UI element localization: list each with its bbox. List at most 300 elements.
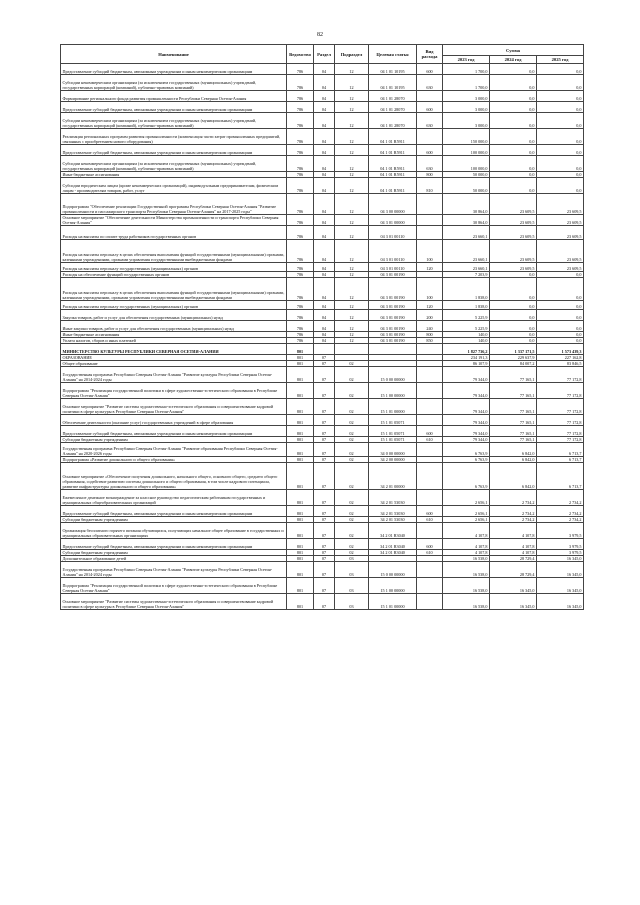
cell-razdel: 04 — [314, 129, 335, 145]
cell-vedomstvo: 801 — [287, 443, 314, 457]
cell-podrazdel: 02 — [335, 506, 369, 517]
cell-sum-2023: 79 344,0 — [443, 399, 490, 415]
cell-name: Предоставление субсидий бюджетным, автономным учреждениям и иным некоммерческим организациям — [61, 426, 287, 437]
cell-razdel: 04 — [314, 310, 335, 321]
cell-sum-2024: 0,0 — [490, 91, 537, 102]
cell-sum-2025: 0,0 — [537, 278, 584, 301]
header-year-2025: 2025 год — [537, 56, 584, 64]
cell-razdel: 07 — [314, 463, 335, 490]
budget-table — [60, 44, 584, 610]
cell-sum-2025: 23 609,5 — [537, 194, 584, 215]
cell-podrazdel: 03 — [335, 562, 369, 578]
cell-podrazdel: 12 — [335, 102, 369, 113]
cell-sum-2023: 140,0 — [443, 332, 490, 338]
cell-celevaya-statya: 04 1 01 R5911 — [369, 172, 417, 178]
cell-sum-2023: 23 660,1 — [443, 240, 490, 263]
cell-sum-2024: 229 637,9 — [490, 355, 537, 361]
cell-sum-2025: 0,0 — [537, 91, 584, 102]
cell-celevaya-statya: 04 3 01 00190 — [369, 301, 417, 310]
cell-vid-rashoda: 850 — [417, 338, 443, 344]
cell-sum-2025: 77 172,8 — [537, 399, 584, 415]
cell-podrazdel: 02 — [335, 415, 369, 426]
cell-sum-2025: 16 345,0 — [537, 594, 584, 610]
cell-podrazdel: 02 — [335, 367, 369, 383]
cell-sum-2024: 77 165,1 — [490, 399, 537, 415]
cell-sum-2025: 3 979,5 — [537, 550, 584, 556]
cell-sum-2024: 23 609,5 — [490, 194, 537, 215]
cell-vedomstvo: 786 — [287, 113, 314, 129]
cell-vedomstvo: 786 — [287, 64, 314, 75]
table-row — [61, 64, 584, 75]
cell-podrazdel: 12 — [335, 194, 369, 215]
table-row — [61, 594, 584, 610]
cell-celevaya-statya: 04 3 01 00110 — [369, 226, 417, 240]
cell-vid-rashoda — [417, 129, 443, 145]
cell-sum-2023: 150 000,0 — [443, 129, 490, 145]
cell-sum-2025: 77 172,8 — [537, 367, 584, 383]
cell-vedomstvo: 786 — [287, 156, 314, 172]
cell-name: Подпрограмма "Реализация государственной политики в сфере художественно-эстетического образования в Республике Северная Осетия-Алания" — [61, 578, 287, 594]
cell-sum-2023: 79 344,0 — [443, 367, 490, 383]
cell-name: МИНИСТЕРСТВО КУЛЬТУРЫ РЕСПУБЛИКИ СЕВЕРНАЯ ОСЕТИЯ-АЛАНИЯ — [61, 344, 287, 355]
cell-sum-2024: 23 609,5 — [490, 263, 537, 272]
cell-sum-2024: 77 165,1 — [490, 415, 537, 426]
cell-sum-2025: 0,0 — [537, 102, 584, 113]
cell-sum-2024: 2 734,2 — [490, 517, 537, 523]
cell-podrazdel: 02 — [335, 457, 369, 463]
cell-celevaya-statya: 04 1 01 R5911 — [369, 129, 417, 145]
cell-podrazdel: 12 — [335, 278, 369, 301]
cell-celevaya-statya: 15 1 01 05071 — [369, 437, 417, 443]
cell-celevaya-statya: 34 0 00 00000 — [369, 443, 417, 457]
header-razdel: Раздел — [314, 45, 335, 64]
cell-vid-rashoda — [417, 562, 443, 578]
cell-vid-rashoda: 630 — [417, 156, 443, 172]
cell-celevaya-statya: 34 2 01 R3040 — [369, 550, 417, 556]
cell-name: Расходы на обеспечение функций государственных органов — [61, 272, 287, 278]
cell-vedomstvo: 786 — [287, 263, 314, 272]
cell-vedomstvo: 786 — [287, 278, 314, 301]
cell-sum-2024: 0,0 — [490, 172, 537, 178]
header-vedomstvo: Ведомство — [287, 45, 314, 64]
cell-celevaya-statya: 04 1 01 R5911 — [369, 145, 417, 156]
cell-sum-2024: 2 734,2 — [490, 506, 537, 517]
cell-name: Государственная программа Республики Северная Осетия-Алания "Развитие культуры Республики Северная Осетия-Алания" на 2014-2024 годы — [61, 367, 287, 383]
cell-sum-2023: 2 656,1 — [443, 517, 490, 523]
cell-vedomstvo: 801 — [287, 415, 314, 426]
cell-sum-2023: 7 203,9 — [443, 272, 490, 278]
cell-sum-2025: 6 713,7 — [537, 463, 584, 490]
table-row — [61, 215, 584, 226]
cell-vedomstvo: 801 — [287, 344, 314, 355]
cell-sum-2023: 23 660,1 — [443, 226, 490, 240]
cell-celevaya-statya: 04 1 01 10195 — [369, 75, 417, 91]
cell-sum-2025: 0,0 — [537, 113, 584, 129]
cell-podrazdel: 12 — [335, 172, 369, 178]
cell-sum-2023: 1 827 736,2 — [443, 344, 490, 355]
table-row — [61, 301, 584, 310]
cell-podrazdel: 02 — [335, 463, 369, 490]
cell-sum-2023: 30 864,0 — [443, 215, 490, 226]
cell-vid-rashoda: 610 — [417, 517, 443, 523]
cell-razdel: 07 — [314, 437, 335, 443]
cell-sum-2024: 28 729,4 — [490, 556, 537, 562]
table-row — [61, 463, 584, 490]
cell-podrazdel: 12 — [335, 321, 369, 332]
cell-name: Уплата налогов, сборов и иных платежей — [61, 338, 287, 344]
cell-sum-2023: 1 700,0 — [443, 64, 490, 75]
cell-razdel: 07 — [314, 594, 335, 610]
cell-name: Реализация региональных программ развития промышленности (компенсация части затрат промышленных предприятий, связанных с приобретением нового оборудования) — [61, 129, 287, 145]
cell-sum-2023: 5 225,9 — [443, 321, 490, 332]
cell-razdel: 07 — [314, 556, 335, 562]
cell-name: Иные бюджетные ассигнования — [61, 332, 287, 338]
cell-sum-2023: 1 838,0 — [443, 278, 490, 301]
cell-razdel — [314, 344, 335, 355]
cell-podrazdel: 12 — [335, 215, 369, 226]
cell-celevaya-statya: 34 2 01 R3040 — [369, 539, 417, 550]
cell-vid-rashoda: 100 — [417, 240, 443, 263]
cell-razdel: 04 — [314, 172, 335, 178]
cell-celevaya-statya: 34 2 01 53030 — [369, 517, 417, 523]
cell-celevaya-statya: 15 0 00 00000 — [369, 367, 417, 383]
cell-vedomstvo: 786 — [287, 75, 314, 91]
table-row — [61, 194, 584, 215]
cell-vedomstvo: 786 — [287, 215, 314, 226]
cell-sum-2023: 16 538,0 — [443, 594, 490, 610]
table-row — [61, 578, 584, 594]
cell-sum-2023: 79 344,0 — [443, 426, 490, 437]
cell-name: Основное мероприятие "Обеспечение деятельности Министерства промышленности и транспорта Республики Северная Осетия-Алания" — [61, 215, 287, 226]
cell-vid-rashoda — [417, 194, 443, 215]
cell-vid-rashoda — [417, 415, 443, 426]
cell-name: Основное мероприятие «Обеспечение получения дошкольного, начального общего, основного общего, среднего общего образования, содействие развитию системы дошкольного и общего образования, в том числе кадрового потенциала, развитие инфраструктуры дошкольного и общего образования» — [61, 463, 287, 490]
cell-podrazdel: 12 — [335, 226, 369, 240]
cell-podrazdel: 02 — [335, 523, 369, 539]
cell-sum-2023: 50 000,0 — [443, 172, 490, 178]
cell-razdel: 07 — [314, 578, 335, 594]
cell-celevaya-statya: 04 3 01 00190 — [369, 332, 417, 338]
cell-podrazdel: 02 — [335, 437, 369, 443]
cell-vid-rashoda — [417, 367, 443, 383]
cell-vedomstvo: 786 — [287, 178, 314, 194]
table-row — [61, 75, 584, 91]
table-row — [61, 240, 584, 263]
cell-vid-rashoda — [417, 443, 443, 457]
cell-sum-2023: 16 538,0 — [443, 578, 490, 594]
cell-sum-2025: 6 713,7 — [537, 443, 584, 457]
header-year-2023: 2023 год — [443, 56, 490, 64]
cell-sum-2023: 2 656,1 — [443, 490, 490, 506]
cell-podrazdel: 02 — [335, 517, 369, 523]
cell-razdel: 04 — [314, 64, 335, 75]
cell-sum-2023: 100 000,0 — [443, 156, 490, 172]
cell-sum-2025: 83 846,5 — [537, 361, 584, 367]
cell-vid-rashoda: 630 — [417, 75, 443, 91]
cell-sum-2024: 4 107,8 — [490, 539, 537, 550]
cell-name: Обеспечение деятельности (оказание услуг) государственных учреждений в сфере образования — [61, 415, 287, 426]
cell-sum-2024: 0,0 — [490, 178, 537, 194]
cell-celevaya-statya: 04 1 01 R5911 — [369, 156, 417, 172]
table-row — [61, 156, 584, 172]
cell-sum-2023: 4 107,8 — [443, 523, 490, 539]
cell-sum-2024: 0,0 — [490, 278, 537, 301]
cell-vid-rashoda — [417, 399, 443, 415]
cell-sum-2024: 23 609,5 — [490, 215, 537, 226]
cell-vid-rashoda: 600 — [417, 64, 443, 75]
cell-name: Подпрограмма "Обеспечение реализации Государственной программы Республики Северная Осетия-Алания "Развитие промышленности и пассажирского транспорта Республики Северная Осетия-Алания" на 2017-2025 годы" — [61, 194, 287, 215]
cell-vedomstvo: 786 — [287, 310, 314, 321]
cell-sum-2025: 23 609,5 — [537, 263, 584, 272]
cell-sum-2025: 0,0 — [537, 156, 584, 172]
cell-vedomstvo: 801 — [287, 594, 314, 610]
cell-vid-rashoda: 800 — [417, 332, 443, 338]
cell-sum-2023: 30 864,0 — [443, 194, 490, 215]
cell-name: Расходы на выплаты персоналу государственных (муниципальных) органов — [61, 263, 287, 272]
cell-name: Государственная программа Республики Северная Осетия-Алания "Развитие культуры Республики Северная Осетия-Алания" на 2014-2024 годы — [61, 562, 287, 578]
cell-sum-2024: 4 107,8 — [490, 550, 537, 556]
cell-vid-rashoda — [417, 91, 443, 102]
cell-celevaya-statya: 04 3 01 00190 — [369, 272, 417, 278]
cell-vid-rashoda: 610 — [417, 437, 443, 443]
cell-vid-rashoda — [417, 226, 443, 240]
cell-vedomstvo: 801 — [287, 523, 314, 539]
cell-name: Предоставление субсидий бюджетным, автономным учреждениям и иным некоммерческим организациям — [61, 102, 287, 113]
cell-name: Субсидии бюджетным учреждениям — [61, 550, 287, 556]
table-row — [61, 415, 584, 426]
cell-vedomstvo: 801 — [287, 426, 314, 437]
cell-vid-rashoda — [417, 523, 443, 539]
cell-celevaya-statya: 04 1 01 28070 — [369, 113, 417, 129]
cell-sum-2025: 77 172,8 — [537, 415, 584, 426]
cell-vedomstvo: 786 — [287, 91, 314, 102]
cell-sum-2025: 16 345,0 — [537, 562, 584, 578]
cell-sum-2024: 16 345,0 — [490, 578, 537, 594]
table-row — [61, 399, 584, 415]
cell-sum-2023: 16 538,0 — [443, 562, 490, 578]
cell-vedomstvo: 801 — [287, 355, 314, 361]
table-row — [61, 562, 584, 578]
header-summa: Сумма — [443, 45, 584, 56]
cell-podrazdel: 03 — [335, 594, 369, 610]
cell-podrazdel: 12 — [335, 301, 369, 310]
cell-vedomstvo: 801 — [287, 361, 314, 367]
table-row — [61, 278, 584, 301]
cell-vid-rashoda: 600 — [417, 506, 443, 517]
cell-sum-2025: 0,0 — [537, 75, 584, 91]
table-row — [61, 178, 584, 194]
cell-vid-rashoda: 800 — [417, 172, 443, 178]
cell-vedomstvo: 801 — [287, 457, 314, 463]
cell-podrazdel: 12 — [335, 64, 369, 75]
cell-podrazdel: 12 — [335, 272, 369, 278]
cell-razdel: 07 — [314, 355, 335, 361]
table-row — [61, 383, 584, 399]
cell-name: Основное мероприятие "Развитие системы художественно-эстетического образования и совершенствование кадровой политики в сфере культуры в Республике Северная Осетия-Алания" — [61, 399, 287, 415]
cell-name: Субсидии некоммерческим организациям (за исключением государственных (муниципальных) учреждений, государственных корпораций (компаний), публично-правовых компаний) — [61, 75, 287, 91]
cell-sum-2024: 0,0 — [490, 145, 537, 156]
cell-vedomstvo: 801 — [287, 562, 314, 578]
table-row — [61, 490, 584, 506]
cell-razdel: 07 — [314, 539, 335, 550]
cell-podrazdel: 12 — [335, 129, 369, 145]
cell-razdel: 07 — [314, 523, 335, 539]
cell-celevaya-statya: 04 3 01 00000 — [369, 215, 417, 226]
cell-celevaya-statya: 15 1 01 05071 — [369, 426, 417, 437]
cell-podrazdel: 02 — [335, 550, 369, 556]
cell-sum-2024: 0,0 — [490, 64, 537, 75]
cell-sum-2025: 1 573 439,3 — [537, 344, 584, 355]
cell-vedomstvo: 786 — [287, 145, 314, 156]
cell-name: Иные закупки товаров, работ и услуг для обеспечения государственных (муниципальных) нужд — [61, 321, 287, 332]
cell-podrazdel: 12 — [335, 178, 369, 194]
cell-vid-rashoda: 810 — [417, 178, 443, 194]
cell-razdel: 07 — [314, 426, 335, 437]
cell-vid-rashoda — [417, 215, 443, 226]
cell-podrazdel: 02 — [335, 490, 369, 506]
cell-sum-2025: 23 609,5 — [537, 226, 584, 240]
cell-celevaya-statya: 34 2 01 00000 — [369, 463, 417, 490]
cell-sum-2025: 0,0 — [537, 272, 584, 278]
cell-name: Расходы на выплаты персоналу в целях обеспечения выполнения функций государственными (муниципальными) органами, казенными учреждениями, органами управления государственными внебюджетными фондами — [61, 240, 287, 263]
cell-name: Основное мероприятие "Развитие системы художественно-эстетического образования и совершенствование кадровой политики в сфере культуры в Республике Северная Осетия-Алания" — [61, 594, 287, 610]
cell-vid-rashoda: 600 — [417, 145, 443, 156]
cell-podrazdel: 12 — [335, 263, 369, 272]
cell-razdel: 07 — [314, 399, 335, 415]
table-body — [61, 64, 584, 610]
header-celevaya-statya: Целевая статья — [369, 45, 417, 64]
cell-sum-2025: 23 609,5 — [537, 240, 584, 263]
cell-vedomstvo: 786 — [287, 338, 314, 344]
cell-name: Расходы на выплаты по оплате труда работников государственных органов — [61, 226, 287, 240]
cell-name: ОБРАЗОВАНИЕ — [61, 355, 287, 361]
cell-celevaya-statya: 04 3 01 00190 — [369, 278, 417, 301]
cell-podrazdel: 02 — [335, 361, 369, 367]
header-name: Наименование — [61, 45, 287, 64]
cell-vid-rashoda — [417, 383, 443, 399]
cell-sum-2025: 0,0 — [537, 178, 584, 194]
cell-sum-2025: 16 345,0 — [537, 578, 584, 594]
cell-name: Подпрограмма "Реализация государственной политики в сфере художественно-эстетического образования в Республике Северная Осетия-Алания" — [61, 383, 287, 399]
cell-sum-2025: 0,0 — [537, 64, 584, 75]
cell-sum-2024: 28 729,4 — [490, 562, 537, 578]
cell-razdel: 04 — [314, 332, 335, 338]
cell-razdel: 04 — [314, 91, 335, 102]
table-row — [61, 367, 584, 383]
cell-sum-2025: 0,0 — [537, 129, 584, 145]
cell-razdel: 07 — [314, 550, 335, 556]
cell-celevaya-statya: 15 1 00 00000 — [369, 578, 417, 594]
page-number: 82 — [317, 32, 323, 38]
cell-celevaya-statya: 04 3 01 00190 — [369, 321, 417, 332]
cell-sum-2025: 0,0 — [537, 321, 584, 332]
cell-sum-2024: 77 165,1 — [490, 437, 537, 443]
cell-sum-2024: 0,0 — [490, 310, 537, 321]
cell-razdel: 07 — [314, 457, 335, 463]
cell-sum-2025: 0,0 — [537, 172, 584, 178]
cell-sum-2023: 6 763,9 — [443, 443, 490, 457]
cell-vedomstvo: 786 — [287, 226, 314, 240]
cell-sum-2023: 6 763,9 — [443, 463, 490, 490]
cell-vedomstvo: 801 — [287, 490, 314, 506]
cell-sum-2025: 2 734,2 — [537, 517, 584, 523]
cell-vedomstvo: 801 — [287, 463, 314, 490]
cell-celevaya-statya: 04 1 01 28070 — [369, 91, 417, 102]
table-row — [61, 523, 584, 539]
cell-podrazdel — [335, 344, 369, 355]
cell-celevaya-statya — [369, 344, 417, 355]
cell-sum-2024: 23 609,5 — [490, 240, 537, 263]
cell-sum-2024: 0,0 — [490, 129, 537, 145]
table-row — [61, 113, 584, 129]
cell-podrazdel: 02 — [335, 426, 369, 437]
cell-podrazdel: 03 — [335, 578, 369, 594]
cell-sum-2025: 3 979,5 — [537, 539, 584, 550]
cell-name: Предоставление субсидий бюджетным, автономным учреждениям и иным некоммерческим организациям — [61, 506, 287, 517]
cell-podrazdel: 02 — [335, 443, 369, 457]
cell-name: Субсидии некоммерческим организациям (за исключением государственных (муниципальных) учреждений, государственных корпораций (компаний), публично-правовых компаний) — [61, 156, 287, 172]
cell-celevaya-statya: 04 3 01 00110 — [369, 240, 417, 263]
cell-razdel: 04 — [314, 178, 335, 194]
cell-sum-2025: 0,0 — [537, 338, 584, 344]
cell-razdel: 07 — [314, 562, 335, 578]
cell-celevaya-statya: 04 1 01 10195 — [369, 64, 417, 75]
table-row — [61, 539, 584, 550]
cell-razdel: 07 — [314, 383, 335, 399]
cell-podrazdel: 02 — [335, 399, 369, 415]
cell-sum-2025: 6 713,7 — [537, 457, 584, 463]
cell-podrazdel: 12 — [335, 338, 369, 344]
cell-razdel: 04 — [314, 215, 335, 226]
cell-name: Субсидии бюджетным учреждениям — [61, 517, 287, 523]
cell-podrazdel: 12 — [335, 113, 369, 129]
cell-sum-2023: 234 191,3 — [443, 355, 490, 361]
cell-vedomstvo: 801 — [287, 399, 314, 415]
cell-name: Предоставление субсидий бюджетным, автономным учреждениям и иным некоммерческим организациям — [61, 145, 287, 156]
cell-vid-rashoda: 120 — [417, 263, 443, 272]
cell-podrazdel: 02 — [335, 383, 369, 399]
header-podrazdel: Подраздел — [335, 45, 369, 64]
cell-razdel: 07 — [314, 490, 335, 506]
cell-sum-2024: 6 842,0 — [490, 463, 537, 490]
cell-vid-rashoda: 200 — [417, 310, 443, 321]
cell-vedomstvo: 786 — [287, 240, 314, 263]
cell-vid-rashoda: 240 — [417, 321, 443, 332]
cell-razdel: 04 — [314, 75, 335, 91]
cell-vid-rashoda — [417, 578, 443, 594]
cell-vedomstvo: 801 — [287, 550, 314, 556]
cell-razdel: 04 — [314, 113, 335, 129]
cell-vedomstvo: 786 — [287, 129, 314, 145]
cell-sum-2024: 84 007,2 — [490, 361, 537, 367]
cell-sum-2024: 0,0 — [490, 301, 537, 310]
cell-vedomstvo: 801 — [287, 367, 314, 383]
table-row — [61, 344, 584, 355]
cell-sum-2023: 3 000,0 — [443, 91, 490, 102]
cell-razdel: 07 — [314, 517, 335, 523]
table-row — [61, 443, 584, 457]
cell-sum-2024: 16 345,0 — [490, 594, 537, 610]
cell-vid-rashoda: 600 — [417, 426, 443, 437]
cell-sum-2024: 0,0 — [490, 75, 537, 91]
cell-sum-2025: 227 162,8 — [537, 355, 584, 361]
cell-sum-2024: 1 337 171,5 — [490, 344, 537, 355]
cell-sum-2023: 1 700,0 — [443, 75, 490, 91]
cell-sum-2025: 77 172,8 — [537, 437, 584, 443]
table-row — [61, 91, 584, 102]
cell-razdel: 04 — [314, 278, 335, 301]
table-row — [61, 129, 584, 145]
